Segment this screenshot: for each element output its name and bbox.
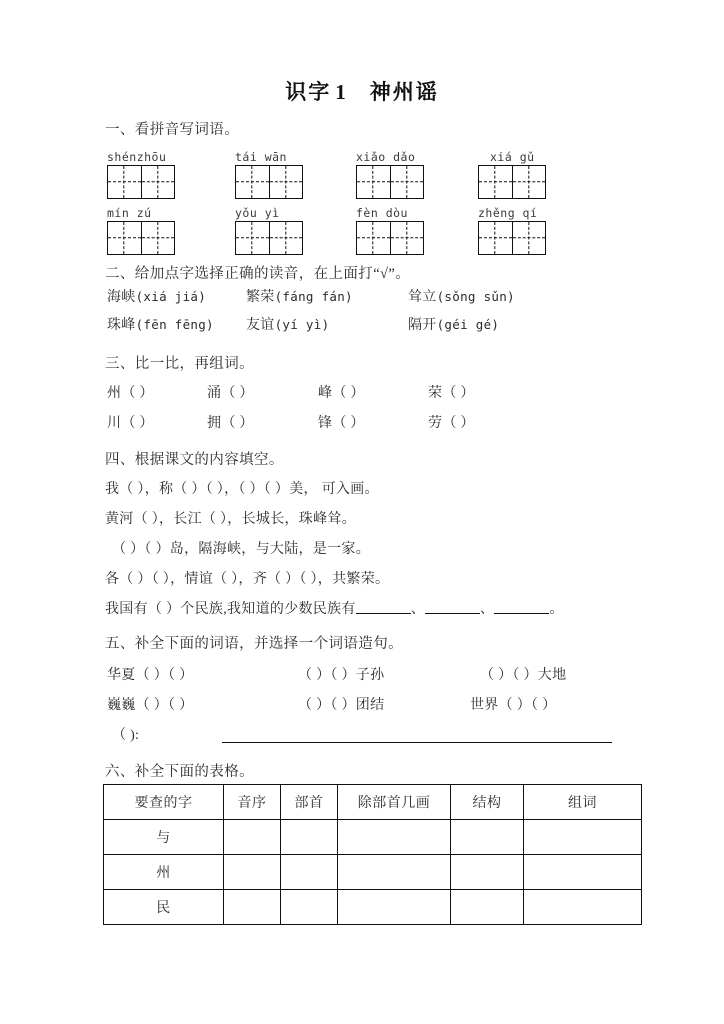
section-4-line-1[interactable]: 我（ ），称（ ）（ ），（ ）（ ）美， 可入画。 bbox=[105, 482, 379, 497]
table-cell-input[interactable] bbox=[451, 890, 524, 925]
tianzige-box[interactable] bbox=[107, 165, 175, 199]
table-row bbox=[104, 890, 642, 925]
pinyin-grid-8 bbox=[478, 206, 546, 255]
table-header-cell: 部首 bbox=[281, 785, 338, 820]
word: 繁荣 bbox=[246, 290, 275, 305]
table-row bbox=[104, 820, 642, 855]
pinyin-label: shénzhōu bbox=[107, 150, 167, 164]
tianzige-cell[interactable] bbox=[512, 222, 545, 254]
word: 耸立 bbox=[408, 290, 437, 305]
pinyin-grid-3 bbox=[356, 150, 424, 199]
word-build-item[interactable] bbox=[318, 412, 365, 432]
options: (sǒng sǔn) bbox=[436, 289, 515, 304]
idiom-blank-item[interactable]: 巍巍（ ）（ ） bbox=[107, 698, 194, 713]
idiom-blank-item[interactable]: （ ）（ ）团结 bbox=[298, 698, 385, 713]
table-cell-char: 州 bbox=[104, 855, 224, 890]
char: 荣 bbox=[428, 386, 443, 401]
tianzige-cell[interactable] bbox=[108, 222, 141, 254]
pinyin-grid-2 bbox=[235, 150, 303, 199]
table-cell-input[interactable] bbox=[281, 820, 338, 855]
tianzige-box[interactable] bbox=[107, 221, 175, 255]
answer-blank[interactable]: （ ） bbox=[442, 416, 475, 431]
options: (fáng fán) bbox=[274, 289, 353, 304]
word-build-item[interactable] bbox=[428, 412, 475, 432]
idiom-blank-item[interactable]: （ ）（ ）大地 bbox=[480, 668, 567, 683]
minority-blank-3[interactable] bbox=[494, 602, 549, 614]
pinyin-label: xiá gǔ bbox=[490, 150, 535, 164]
table-header-cell: 要查的字 bbox=[104, 785, 224, 820]
answer-blank[interactable]: （ ） bbox=[121, 386, 154, 401]
minority-blank-1[interactable] bbox=[356, 602, 411, 614]
table-header-row bbox=[104, 785, 642, 820]
pinyin-label: fèn dòu bbox=[356, 206, 408, 220]
separator: 、 bbox=[480, 602, 495, 617]
word: 海峡 bbox=[107, 290, 136, 305]
pinyin-grid-4 bbox=[478, 150, 546, 199]
table-header-cell: 除部首几画 bbox=[338, 785, 451, 820]
section-5-heading: 五、补全下面的词语，并选择一个词语造句。 bbox=[105, 636, 403, 652]
word-build-item[interactable] bbox=[207, 412, 254, 432]
pinyin-grid-5 bbox=[107, 206, 175, 255]
tianzige-box[interactable] bbox=[235, 165, 303, 199]
table-cell-char: 与 bbox=[104, 820, 224, 855]
table-cell-input[interactable] bbox=[281, 855, 338, 890]
section-4-line-5 bbox=[105, 598, 564, 618]
char: 涌 bbox=[207, 386, 222, 401]
section-4-line-3[interactable]: （ ）（ ）岛，隔海峡，与大陆，是一家。 bbox=[112, 542, 370, 557]
separator: 、 bbox=[410, 602, 426, 617]
idiom-blank-item[interactable]: 世界（ ）（ ） bbox=[470, 698, 557, 713]
tianzige-cell[interactable] bbox=[108, 166, 141, 198]
pinyin-label: zhěng qí bbox=[478, 206, 538, 220]
word-build-item[interactable] bbox=[107, 382, 154, 402]
idiom-blank-item[interactable]: （ ）（ ）子孙 bbox=[298, 668, 385, 683]
tianzige-box[interactable] bbox=[235, 221, 303, 255]
table-cell-input[interactable] bbox=[338, 890, 451, 925]
tianzige-box[interactable] bbox=[478, 165, 546, 199]
options: (géi gé) bbox=[436, 317, 500, 332]
word-build-item[interactable] bbox=[107, 412, 154, 432]
tianzige-cell[interactable] bbox=[141, 166, 174, 198]
table-cell-input[interactable] bbox=[281, 890, 338, 925]
idiom-blank-item[interactable]: 华夏（ ）（ ） bbox=[107, 668, 194, 683]
section-4-line-4[interactable]: 各（ ）（ ），情谊（ ），齐（ ）（ ），共繁荣。 bbox=[105, 572, 390, 587]
answer-blank[interactable]: （ ） bbox=[332, 416, 365, 431]
table-cell-input[interactable] bbox=[224, 890, 281, 925]
options: (fēn fēng) bbox=[135, 317, 214, 332]
tianzige-box[interactable] bbox=[356, 165, 424, 199]
pinyin-grid-1 bbox=[107, 150, 175, 199]
char: 锋 bbox=[318, 416, 333, 431]
tianzige-cell[interactable] bbox=[390, 166, 423, 198]
section-1-heading: 一、看拼音写词语。 bbox=[105, 122, 240, 138]
answer-blank[interactable]: （ ） bbox=[121, 416, 154, 431]
tianzige-cell[interactable] bbox=[357, 222, 390, 254]
tianzige-cell[interactable] bbox=[479, 222, 512, 254]
char: 州 bbox=[107, 386, 122, 401]
table-cell-char: 民 bbox=[104, 890, 224, 925]
pinyin-grid-6 bbox=[235, 206, 303, 255]
tianzige-cell[interactable] bbox=[269, 166, 302, 198]
section-3-heading: 三、比一比，再组词。 bbox=[105, 356, 254, 372]
section-4-heading: 四、根据课文的内容填空。 bbox=[105, 452, 284, 468]
tianzige-cell[interactable] bbox=[141, 222, 174, 254]
section-2-heading: 二、给加点字选择正确的读音，在上面打“√”。 bbox=[105, 266, 411, 282]
word-build-item[interactable] bbox=[207, 382, 254, 402]
pronunciation-choice-item[interactable] bbox=[107, 314, 214, 334]
lookup-table bbox=[103, 784, 642, 925]
section-4-line-2[interactable]: 黄河（ ），长江（ ），长城长，珠峰耸。 bbox=[105, 512, 356, 527]
answer-blank[interactable]: （ ） bbox=[332, 386, 365, 401]
line-5-end: 。 bbox=[549, 602, 564, 617]
minority-blank-2[interactable] bbox=[425, 602, 480, 614]
section-6-heading: 六、补全下面的表格。 bbox=[105, 764, 254, 780]
table-cell-input[interactable] bbox=[524, 855, 642, 890]
table-cell-input[interactable] bbox=[338, 855, 451, 890]
title-prefix: 识字 bbox=[285, 79, 332, 104]
options: (yí yì) bbox=[274, 317, 330, 332]
sentence-prompt[interactable]: （ ): bbox=[112, 728, 140, 743]
table-header-cell: 组词 bbox=[524, 785, 642, 820]
title-number: 1 bbox=[335, 80, 348, 104]
word-build-item[interactable] bbox=[428, 382, 475, 402]
tianzige-box[interactable] bbox=[356, 221, 424, 255]
tianzige-cell[interactable] bbox=[512, 166, 545, 198]
pinyin-label: xiǎo dǎo bbox=[356, 150, 416, 164]
options: (xiá jiá) bbox=[135, 289, 207, 304]
line-5-prefix: 我国有（ ）个民族,我知道的少数民族有 bbox=[105, 602, 356, 617]
word: 友谊 bbox=[246, 318, 275, 333]
table-cell-input[interactable] bbox=[338, 820, 451, 855]
pronunciation-choice-item[interactable] bbox=[246, 314, 329, 334]
table-cell-input[interactable] bbox=[224, 820, 281, 855]
pinyin-label: tái wān bbox=[235, 150, 287, 164]
pronunciation-choice-item[interactable] bbox=[408, 286, 515, 306]
answer-blank[interactable]: （ ） bbox=[221, 416, 254, 431]
table-header-cell: 结构 bbox=[451, 785, 524, 820]
answer-blank[interactable]: （ ） bbox=[442, 386, 475, 401]
page-title bbox=[0, 76, 724, 106]
table-cell-input[interactable] bbox=[451, 820, 524, 855]
tianzige-cell[interactable] bbox=[236, 222, 269, 254]
char: 峰 bbox=[318, 386, 333, 401]
pinyin-grid-7 bbox=[356, 206, 424, 255]
word: 隔开 bbox=[408, 318, 437, 333]
char: 劳 bbox=[428, 416, 443, 431]
answer-blank[interactable]: （ ） bbox=[221, 386, 254, 401]
pronunciation-choice-item[interactable] bbox=[246, 286, 353, 306]
pinyin-label: yǒu yì bbox=[235, 206, 280, 220]
table-cell-input[interactable] bbox=[224, 855, 281, 890]
tianzige-cell[interactable] bbox=[390, 222, 423, 254]
char: 川 bbox=[107, 416, 122, 431]
title-name: 神州谣 bbox=[369, 79, 439, 104]
pinyin-label: mín zú bbox=[107, 206, 152, 220]
char: 拥 bbox=[207, 416, 222, 431]
tianzige-cell[interactable] bbox=[357, 166, 390, 198]
pronunciation-choice-item[interactable] bbox=[107, 286, 206, 306]
table-header-cell: 音序 bbox=[224, 785, 281, 820]
table-row bbox=[104, 855, 642, 890]
table-cell-input[interactable] bbox=[524, 820, 642, 855]
tianzige-cell[interactable] bbox=[236, 166, 269, 198]
table-cell-input[interactable] bbox=[524, 890, 642, 925]
pronunciation-choice-item[interactable] bbox=[408, 314, 499, 334]
word: 珠峰 bbox=[107, 318, 136, 333]
tianzige-cell[interactable] bbox=[479, 166, 512, 198]
word-build-item[interactable] bbox=[318, 382, 365, 402]
tianzige-box[interactable] bbox=[478, 221, 546, 255]
sentence-answer-line[interactable] bbox=[222, 742, 612, 743]
table-cell-input[interactable] bbox=[451, 855, 524, 890]
tianzige-cell[interactable] bbox=[269, 222, 302, 254]
